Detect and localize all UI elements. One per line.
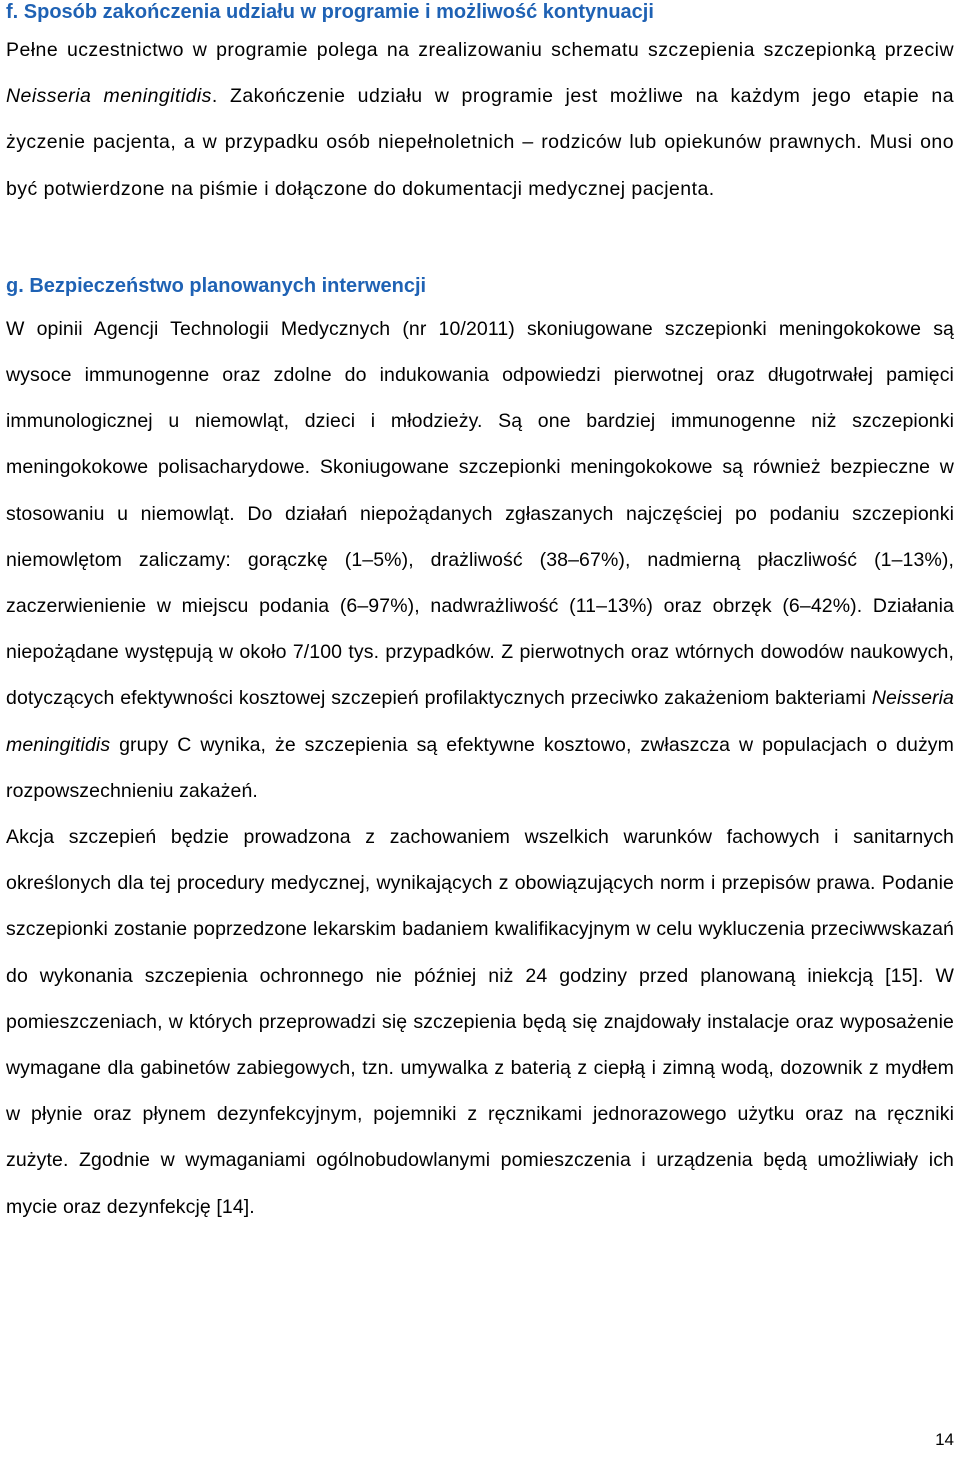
section-f-paragraph	[6, 27, 954, 212]
section-g-italic-term: Neisseria meningitidis	[6, 687, 954, 756]
section-g-text-a: W opinii Agencji Technologii Medycznych (nr 10/2011) skoniugowane szczepionki meningokokowe są wysoce immunogenne oraz zdolne do indukowania odpowiedzi pierwotnej oraz długotrwałej pamięci immunologicznej u niemowląt, dzieci i młodzieży. Są one bardziej immunogenne niż szczepionki meningokokowe polisacharydowe. Skoniugowane szczepionki meningokokowe są również bezpieczne w stosowaniu u niemowląt. Do działań niepożądanych zgłaszanych najczęściej po podaniu szczepionki niemowlętom zaliczamy: gorączkę (1–5%), drażliwość (38–67%), nadmierną płaczliwość (1–13%), zaczerwienienie w miejscu podania (6–97%), nadwrażliwość (11–13%) oraz obrzęk (6–42%). Działania niepożądane występują w około 7/100 tys. przypadków. Z pierwotnych oraz wtórnych dowodów naukowych, dotyczących efektywności kosztowej szczepień profilaktycznych przeciwko zakażeniom bakteriami	[6, 317, 954, 710]
section-g-heading: g. Bezpieczeństwo planowanych interwencji	[6, 274, 427, 297]
section-g-text-b: grupy C wynika, że szczepienia są efektywne kosztowo, zwłaszcza w populacjach o dużym rozpowszechnieniu zakażeń.	[6, 733, 954, 802]
document-page	[6, 0, 954, 1230]
section-g-paragraph-1	[6, 306, 954, 814]
section-f-text-b: . Zakończenie udziału w programie jest możliwe na każdym jego etapie na życzenie pacjenta, a w przypadku osób niepełnoletnich – rodziców lub opiekunów prawnych. Musi ono być potwierdzone na piśmie i dołączone do dokumentacji medycznej pacjenta.	[6, 85, 954, 200]
section-f-italic-term: Neisseria meningitidis	[6, 85, 212, 108]
section-g-paragraph-2: Akcja szczepień będzie prowadzona z zachowaniem wszelkich warunków fachowych i sanitarnych określonych dla tej procedury medycznej, wynikających z obowiązujących norm i przepisów prawa. Podanie szczepionki zostanie poprzedzone lekarskim badaniem kwalifikacyjnym w celu wykluczenia przeciwwskazań do wykonania szczepienia ochronnego nie później niż 24 godziny przed planowaną iniekcją [15]. W pomieszczeniach, w których przeprowadzi się szczepienia będą się znajdowały instalacje oraz wyposażenie wymagane dla gabinetów zabiegowych, tzn. umywalka z baterią z ciepłą i zimną wodą, dozownik z mydłem w płynie oraz płynem dezynfekcyjnym, pojemniki z ręcznikami jednorazowego użytku oraz na ręczniki zużyte. Zgodnie w wymaganiami ogólnobudowlanymi pomieszczenia i urządzenia będą umożliwiały ich mycie oraz dezynfekcję [14].	[6, 826, 954, 1218]
section-f-text-a: Pełne uczestnictwo w programie polega na zrealizowaniu schematu szczepienia szczepionką przeciw	[6, 39, 954, 61]
page-number: 14	[935, 1430, 954, 1449]
section-f-heading: f. Sposób zakończenia udziału w programie i możliwość kontynuacji	[6, 1, 654, 23]
